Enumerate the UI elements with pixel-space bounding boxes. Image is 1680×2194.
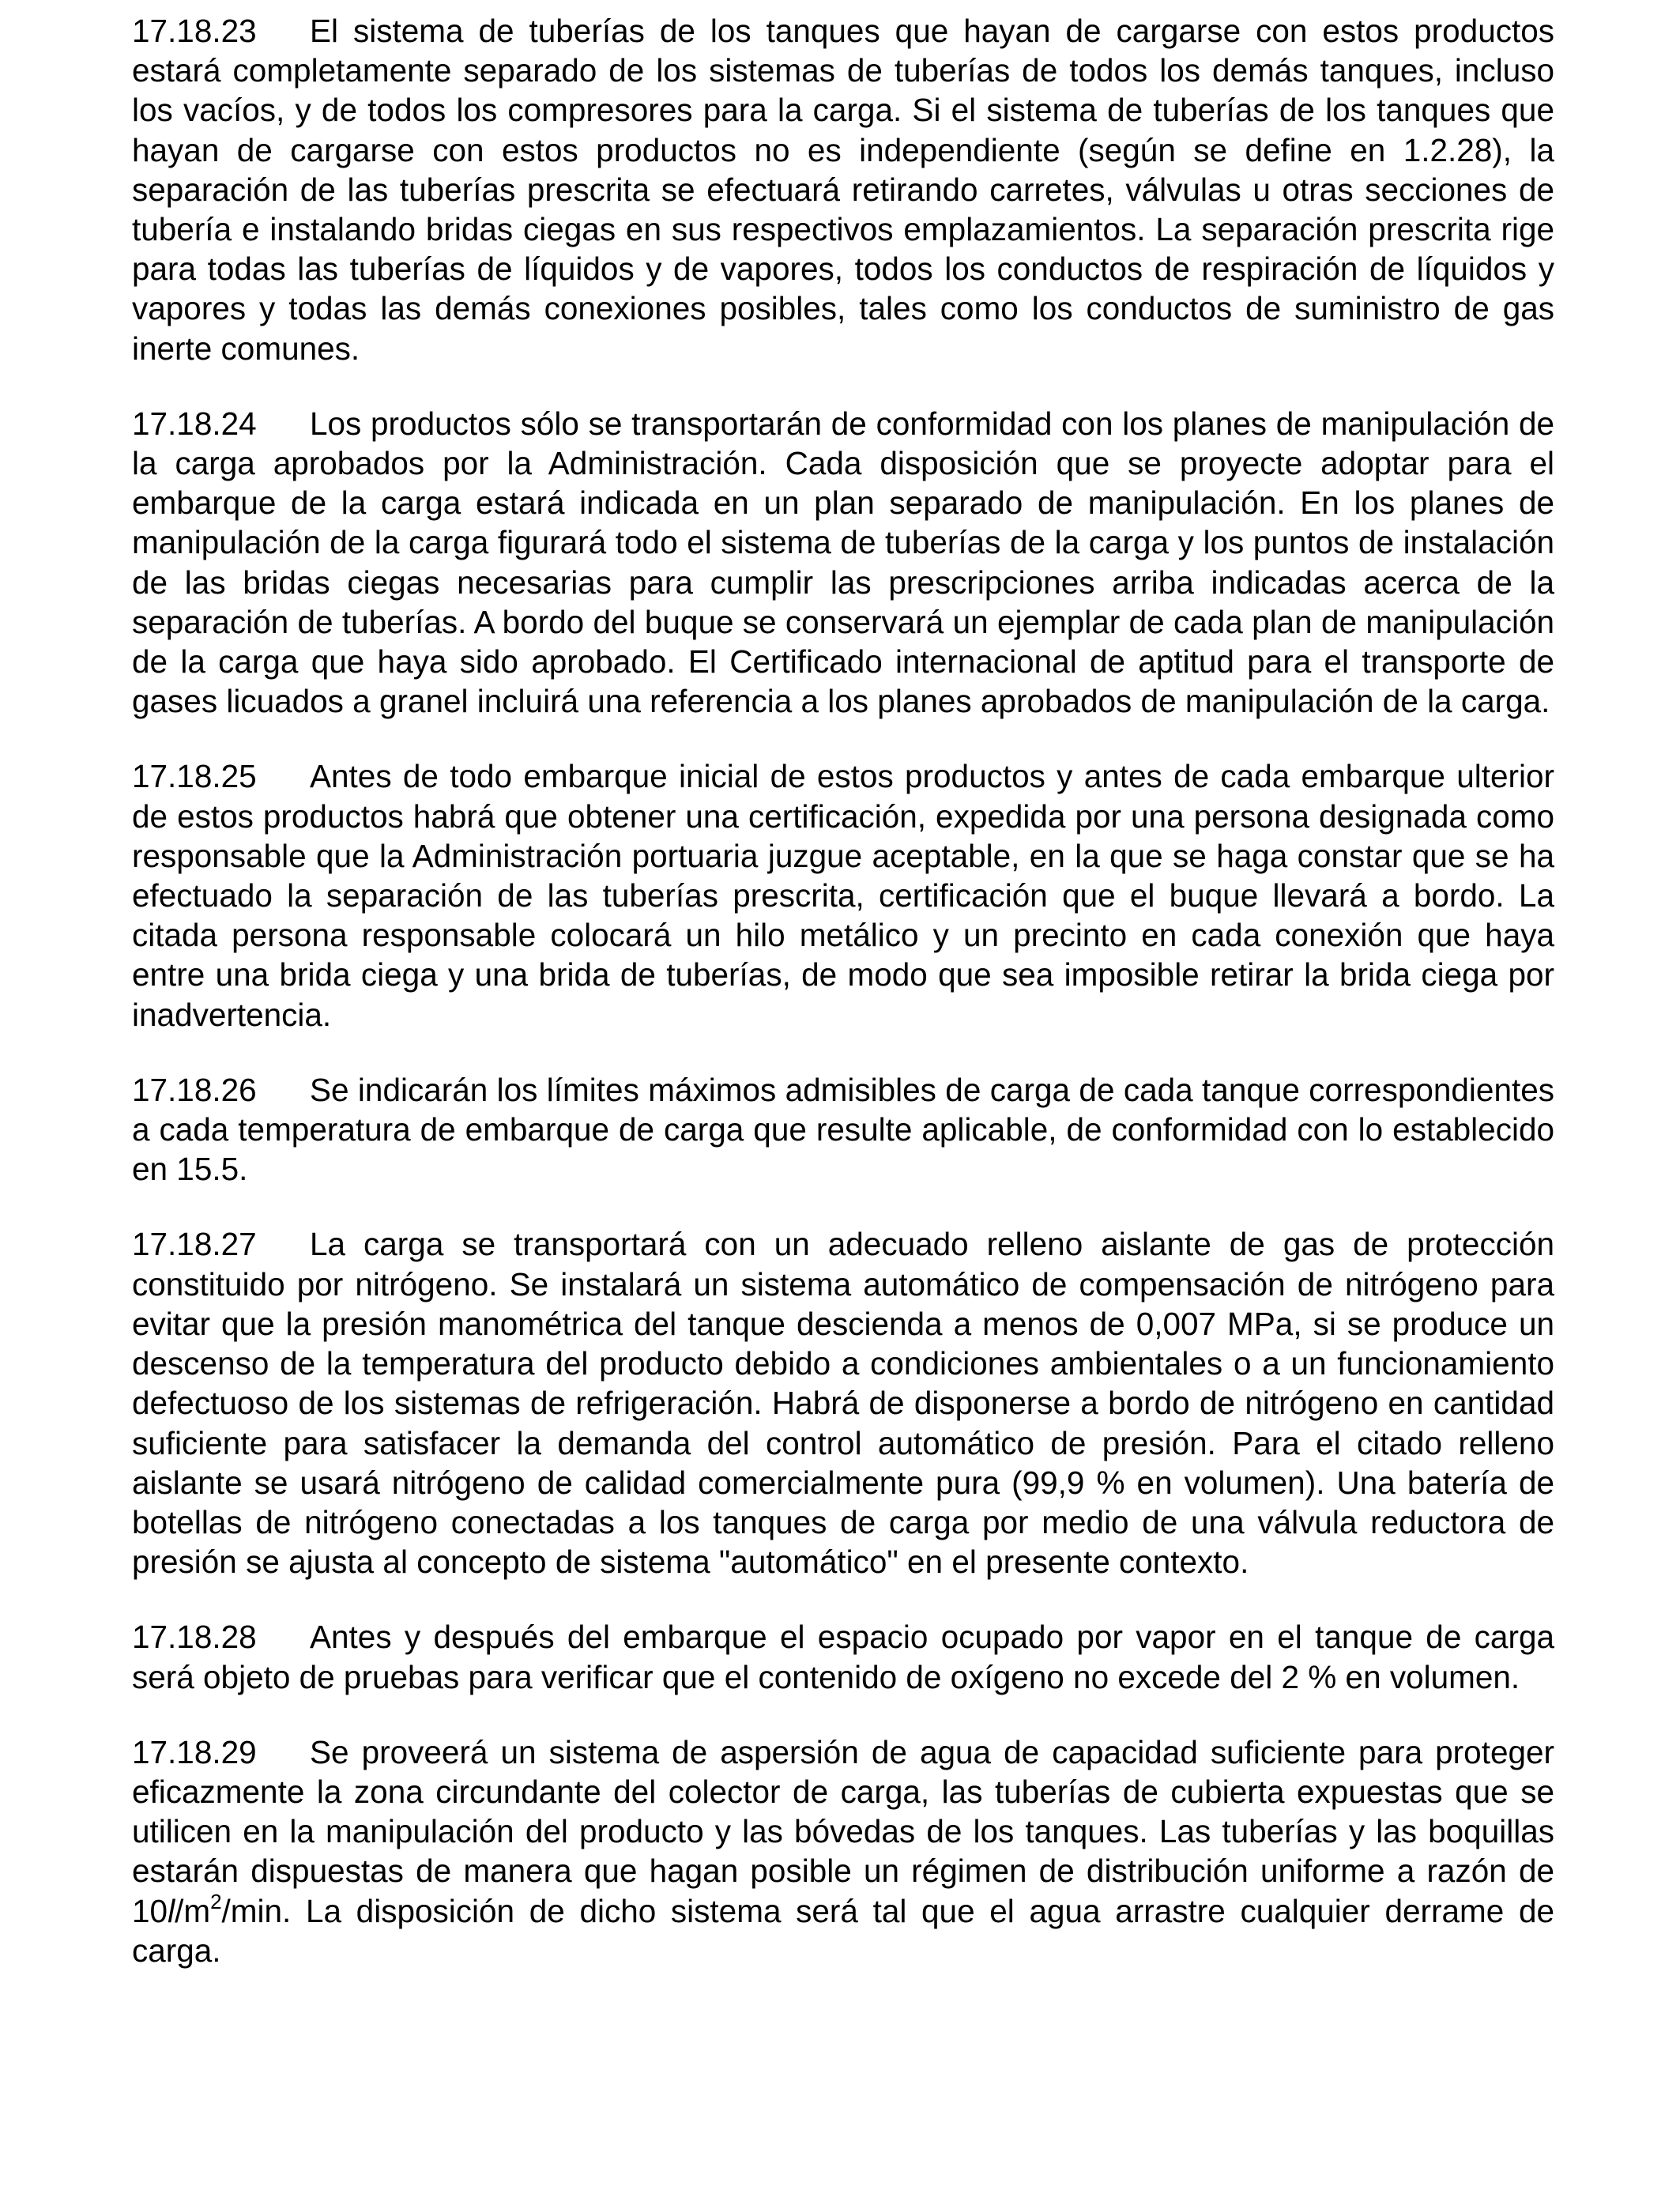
- paragraph-number: 17.18.23: [132, 13, 257, 49]
- liter-unit-symbol: l: [168, 1892, 175, 1929]
- paragraph-text: Se indicarán los límites máximos admisibles de carga de cada tanque correspondientes a cada temperatura de embarque de carga que resulte aplicable, de conformidad con lo establecido en 15.5.: [132, 1071, 1554, 1188]
- paragraph-text: Se proveerá un sistema de aspersión de agua de capacidad suficiente para proteger eficazmente la zona circundante del colector de carga, las tuberías de cubierta expuestas que se utilicen en la manipulación del producto y las bóvedas de los tanques. Las tuberías y las boquillas estarán dispuestas de manera que hagan posible un régimen de distribución uniforme a razón de 10: [132, 1733, 1554, 1929]
- paragraph-number: 17.18.25: [132, 758, 257, 795]
- paragraph-number: 17.18.29: [132, 1733, 257, 1770]
- paragraph-text: Antes y después del embarque el espacio ocupado por vapor en el tanque de carga será objeto de pruebas para verificar que el contenido de oxígeno no excede del 2 % en volumen.: [132, 1619, 1554, 1695]
- paragraph-17-18-25: [132, 756, 1554, 1034]
- paragraph-text: El sistema de tuberías de los tanques que hayan de cargarse con estos productos estará completamente separado de los sistemas de tuberías de todos los demás tanques, incluso los vacíos, y de todos los compresores para la carga. Si el sistema de tuberías de los tanques que hayan de cargarse con estos productos no es independiente (según se define en 1.2.28), la separación de las tuberías prescrita se efectuará retirando carretes, válvulas u otras secciones de tubería e instalando bridas ciegas en sus respectivos emplazamientos. La separación prescrita rige para todas las tuberías de líquidos y de vapores, todos los conductos de respiración de líquidos y vapores y todas las demás conexiones posibles, tales como los conductos de suministro de gas inerte comunes.: [132, 13, 1554, 367]
- paragraph-number: 17.18.27: [132, 1226, 257, 1263]
- paragraph-number: 17.18.24: [132, 405, 257, 442]
- paragraph-number: 17.18.28: [132, 1619, 257, 1656]
- paragraph-text: La carga se transportará con un adecuado relleno aislante de gas de protección constituido por nitrógeno. Se instalará un sistema automático de compensación de nitrógeno para evitar que la presión manométrica del tanque descienda a menos de 0,007 MPa, si se produce un descenso de la temperatura del producto debido a condiciones ambientales o a un funcionamiento defectuoso de los sistemas de refrigeración. Habrá de disponerse a bordo de nitrógeno en cantidad suficiente para satisfacer la demanda del control automático de presión. Para el citado relleno aislante se usará nitrógeno de calidad comercialmente pura (99,9 % en volumen). Una batería de botellas de nitrógeno conectadas a los tanques de carga por medio de una válvula reductora de presión se ajusta al concepto de sistema "automático" en el presente contexto.: [132, 1226, 1554, 1581]
- paragraph-text-continued: /min. La disposición de dicho sistema será tal que el agua arrastre cualquier derrame de carga.: [132, 1892, 1554, 1969]
- paragraph-text: Los productos sólo se transportarán de conformidad con los planes de manipulación de la carga aprobados por la Administración. Cada disposición que se proyecte adoptar para el embarque de la carga estará indicada en un plan separado de manipulación. En los planes de manipulación de la carga figurará todo el sistema de tuberías de la carga y los puntos de instalación de las bridas ciegas necesarias para cumplir las prescripciones arriba indicadas acerca de la separación de tuberías. A bordo del buque se conservará un ejemplar de cada plan de manipulación de la carga que haya sido aprobado. El Certificado internacional de aptitud para el transporte de gases licuados a granel incluirá una referencia a los planes aprobados de manipulación de la carga.: [132, 405, 1554, 720]
- paragraph-17-18-27: [132, 1224, 1554, 1581]
- paragraph-17-18-24: [132, 404, 1554, 722]
- paragraph-17-18-28: [132, 1617, 1554, 1696]
- paragraph-text: Antes de todo embarque inicial de estos productos y antes de cada embarque ulterior de estos productos habrá que obtener una certificación, expedida por una persona designada como responsable que la Administración portuaria juzgue aceptable, en la que se haga constar que se ha efectuado la separación de las tuberías prescrita, certificación que el buque llevará a bordo. La citada persona responsable colocará un hilo metálico y un precinto en cada conexión que haya entre una brida ciega y una brida de tuberías, de modo que sea imposible retirar la brida ciega por inadvertencia.: [132, 758, 1554, 1033]
- paragraph-17-18-29: [132, 1732, 1554, 1970]
- paragraph-number: 17.18.26: [132, 1071, 257, 1108]
- paragraph-17-18-26: [132, 1070, 1554, 1189]
- unit-text: /m: [175, 1892, 211, 1929]
- paragraph-17-18-23: [132, 11, 1554, 368]
- unit-superscript: 2: [210, 1890, 222, 1914]
- document-page: [132, 11, 1554, 2006]
